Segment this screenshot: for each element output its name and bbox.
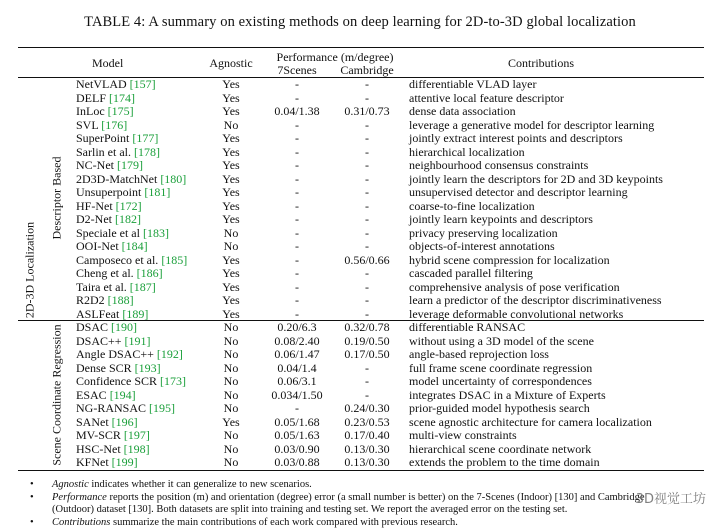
7scenes-cell: - — [295, 171, 299, 186]
cambridge-cell: - — [365, 374, 369, 388]
header-performance: Performance (m/degree) — [276, 50, 394, 64]
top-rule — [18, 47, 704, 48]
table-row — [0, 362, 720, 376]
cambridge-cell: - — [365, 212, 369, 226]
agnostic-cell: Yes — [222, 158, 240, 172]
model-name — [76, 240, 148, 254]
table-notes — [30, 479, 710, 529]
7scenes-cell: - — [295, 77, 299, 91]
watermark: 3D视觉工坊 — [635, 492, 706, 507]
model-name — [76, 92, 135, 106]
citation-link[interactable]: [157] — [129, 77, 156, 91]
agnostic-cell: No — [223, 374, 239, 388]
citation-link[interactable]: [198] — [123, 441, 150, 456]
model-label: Unsuperpoint — [76, 185, 142, 199]
citation-link[interactable]: [185] — [161, 252, 188, 267]
model-name — [76, 173, 186, 187]
7scenes-cell: - — [295, 185, 299, 199]
model-name — [76, 348, 183, 362]
model-name — [76, 362, 161, 376]
model-name — [76, 78, 156, 92]
note-text: indicates whether it can generalize to new scenarios. — [88, 479, 312, 490]
cambridge-cell: - — [365, 306, 369, 321]
contribution-cell: model uncertainty of correspondences — [409, 374, 592, 388]
model-name — [76, 281, 156, 295]
agnostic-cell: Yes — [222, 131, 240, 145]
cambridge-cell: - — [365, 387, 369, 402]
7scenes-cell: 0.04/1.38 — [274, 104, 320, 118]
model-name — [76, 159, 143, 173]
citation-link[interactable]: [183] — [142, 225, 169, 240]
cambridge-cell: - — [365, 77, 369, 91]
7scenes-cell: 0.034/1.50 — [271, 387, 323, 402]
7scenes-cell: - — [295, 144, 299, 159]
contribution-cell: prior-guided model hypothesis search — [409, 401, 590, 415]
citation-link[interactable]: [187] — [129, 279, 156, 294]
model-label: Sarlin et al. — [76, 144, 131, 159]
agnostic-cell: Yes — [222, 306, 240, 321]
citation-link[interactable]: [182] — [115, 212, 141, 226]
model-label: SuperPoint — [76, 131, 130, 145]
7scenes-cell: - — [295, 306, 299, 321]
contribution-cell: dense data association — [409, 104, 516, 118]
7scenes-cell: - — [295, 158, 299, 172]
7scenes-cell: - — [295, 239, 299, 253]
7scenes-cell: 0.03/0.88 — [274, 455, 320, 469]
cambridge-cell: 0.17/0.40 — [344, 428, 390, 442]
cambridge-cell: 0.17/0.50 — [344, 347, 390, 361]
contribution-cell: coarse-to-fine localization — [409, 198, 535, 213]
cambridge-cell: - — [365, 117, 369, 132]
contribution-cell: without using a 3D model of the scene — [409, 333, 594, 348]
citation-link[interactable]: [194] — [109, 387, 136, 402]
contribution-cell: hybrid scene compression for localization — [409, 252, 610, 267]
bullet-icon: • — [30, 479, 34, 490]
model-name — [76, 456, 138, 470]
contribution-cell: jointly learn the descriptors for 2D and 3D keypoints — [409, 171, 663, 186]
model-label: NG-RANSAC — [76, 401, 147, 415]
agnostic-cell: No — [223, 387, 239, 402]
model-label: Speciale et al — [76, 225, 140, 240]
table-row — [0, 443, 720, 457]
table-row — [0, 456, 720, 470]
cambridge-cell: 0.23/0.53 — [344, 414, 390, 429]
note-term: Performance — [52, 491, 107, 503]
citation-link[interactable]: [190] — [111, 320, 138, 334]
group-label-2d3d: 2D-3D Localization — [22, 221, 37, 319]
citation-link[interactable]: [197] — [123, 428, 150, 442]
contribution-cell: multi-view constraints — [409, 428, 517, 442]
table-row — [0, 186, 720, 200]
model-label: R2D2 — [76, 293, 105, 307]
agnostic-cell: Yes — [222, 252, 240, 267]
bottom-rule — [18, 470, 704, 471]
7scenes-cell: - — [295, 212, 299, 226]
model-label: Cheng et al. — [76, 266, 134, 280]
agnostic-cell: Yes — [222, 293, 240, 307]
header-7scenes: 7Scenes — [277, 63, 317, 77]
agnostic-cell: Yes — [222, 279, 240, 294]
table-row — [0, 132, 720, 146]
table-row — [0, 294, 720, 308]
7scenes-cell: - — [295, 293, 299, 307]
model-label: NC-Net — [76, 158, 114, 172]
table-caption: TABLE 4: A summary on existing methods on deep learning for 2D-to-3D global localization — [84, 14, 636, 30]
model-label: Angle DSAC++ — [76, 347, 154, 361]
note-item — [30, 504, 710, 517]
contribution-cell: privacy preserving localization — [409, 225, 558, 240]
cambridge-cell: 0.13/0.30 — [344, 455, 390, 469]
7scenes-cell: 0.20/6.3 — [277, 320, 317, 334]
table-row — [0, 416, 720, 430]
model-name — [76, 105, 134, 119]
model-label: SVL — [76, 117, 99, 132]
model-label: D2-Net — [76, 212, 112, 226]
model-label: InLoc — [76, 104, 105, 118]
table-row — [0, 227, 720, 241]
model-name — [76, 267, 163, 281]
7scenes-cell: - — [295, 266, 299, 280]
model-name — [76, 335, 151, 349]
table-row — [0, 92, 720, 106]
7scenes-cell: - — [295, 117, 299, 132]
note-text: reports the position (m) and orientation (degree) error (a small number is better) on the 7-Scenes (Indoor) [130] and Cambridge — [106, 491, 645, 503]
citation-link[interactable]: [191] — [124, 333, 151, 348]
model-name — [76, 429, 150, 443]
group-label-regression: Scene Coordinate Regression — [49, 324, 64, 466]
contribution-cell: leverage deformable convolutional networks — [409, 306, 624, 321]
contribution-cell: hierarchical scene coordinate network — [409, 441, 592, 456]
contribution-cell: neighbourhood consensus constraints — [409, 158, 589, 172]
agnostic-cell: No — [223, 347, 239, 361]
7scenes-cell: 0.04/1.4 — [277, 360, 317, 375]
cambridge-cell: - — [365, 239, 369, 253]
citation-link[interactable]: [178] — [133, 144, 160, 159]
agnostic-cell: Yes — [222, 185, 240, 199]
citation-link[interactable]: [173] — [160, 374, 186, 388]
model-name — [76, 254, 187, 268]
table-row — [0, 389, 720, 403]
model-name — [76, 375, 186, 389]
citation-link[interactable]: [181] — [144, 185, 171, 199]
agnostic-cell: No — [223, 428, 239, 442]
model-label: 2D3D-MatchNet — [76, 171, 158, 186]
7scenes-cell: - — [295, 279, 299, 294]
cambridge-cell: - — [365, 185, 369, 199]
agnostic-cell: No — [223, 401, 239, 415]
note-term: Contributions — [52, 516, 111, 528]
table-row — [0, 267, 720, 281]
7scenes-cell: 0.05/1.68 — [274, 414, 320, 429]
citation-link[interactable]: [192] — [156, 347, 183, 361]
contribution-cell: differentiable RANSAC — [409, 320, 526, 334]
cambridge-cell: 0.13/0.30 — [344, 441, 390, 456]
model-name — [76, 200, 142, 214]
contribution-cell: jointly extract interest points and descriptors — [409, 131, 623, 145]
header-contributions: Contributions — [508, 56, 575, 70]
note-item — [30, 479, 710, 492]
bullet-icon: • — [30, 516, 34, 528]
7scenes-cell: 0.06/3.1 — [277, 374, 317, 388]
model-label: Camposeco et al. — [76, 252, 159, 267]
citation-link[interactable]: [175] — [107, 104, 134, 118]
header-cambridge: Cambridge — [340, 63, 394, 77]
note-term: Agnostic — [52, 479, 89, 490]
model-name — [76, 294, 134, 308]
table-row — [0, 281, 720, 295]
citation-link[interactable]: [172] — [115, 198, 142, 213]
cambridge-cell: - — [365, 360, 369, 375]
agnostic-cell: No — [223, 117, 239, 132]
model-label: ESAC — [76, 387, 107, 402]
citation-link[interactable]: [196] — [111, 414, 138, 429]
citation-link[interactable]: [177] — [132, 131, 159, 145]
model-name — [76, 146, 160, 160]
contribution-cell: cascaded parallel filtering — [409, 266, 533, 280]
agnostic-cell: No — [223, 441, 239, 456]
citation-link[interactable]: [193] — [134, 360, 161, 375]
note-text: (Outdoor) dataset [130]. Both datasets are split into training and testing set. We report the averaged error on the testing set. — [52, 504, 568, 516]
table-row — [0, 375, 720, 389]
model-label: Confidence SCR — [76, 374, 157, 388]
table-row — [0, 308, 720, 322]
contribution-cell: differentiable VLAD layer — [409, 77, 537, 91]
cambridge-cell: - — [365, 225, 369, 240]
agnostic-cell: Yes — [222, 212, 240, 226]
model-name — [76, 227, 169, 241]
7scenes-cell: - — [295, 198, 299, 213]
agnostic-cell: No — [223, 333, 239, 348]
model-label: Taira et al. — [76, 279, 127, 294]
cambridge-cell: - — [365, 131, 369, 145]
table-row — [0, 105, 720, 119]
citation-link[interactable]: [189] — [122, 306, 149, 321]
table-row — [0, 78, 720, 92]
cambridge-cell: - — [365, 171, 369, 186]
contribution-cell: extends the problem to the time domain — [409, 455, 600, 469]
citation-link[interactable]: [174] — [109, 90, 135, 105]
cambridge-cell: 0.32/0.78 — [344, 320, 390, 334]
agnostic-cell: Yes — [222, 104, 240, 118]
contribution-cell: leverage a generative model for descriptor learning — [409, 117, 655, 132]
agnostic-cell: Yes — [222, 77, 240, 91]
model-name — [76, 416, 138, 430]
table-row — [0, 335, 720, 349]
model-name — [76, 119, 127, 133]
agnostic-cell: Yes — [222, 266, 240, 280]
cambridge-cell: 0.19/0.50 — [344, 333, 390, 348]
model-name — [76, 443, 150, 457]
citation-link[interactable]: [176] — [101, 117, 128, 132]
contribution-cell: unsupervised detector and descriptor learning — [409, 185, 628, 199]
citation-link[interactable]: [184] — [121, 239, 148, 253]
model-label: DSAC++ — [76, 333, 122, 348]
model-label: HF-Net — [76, 198, 113, 213]
agnostic-cell: No — [223, 225, 239, 240]
model-label: HSC-Net — [76, 441, 121, 456]
cambridge-cell: - — [365, 293, 369, 307]
cambridge-cell: 0.24/0.30 — [344, 401, 390, 415]
contribution-cell: attentive local feature descriptor — [409, 90, 564, 105]
model-label: DELF — [76, 90, 106, 105]
table-row — [0, 119, 720, 133]
7scenes-cell: - — [295, 225, 299, 240]
table-row — [0, 402, 720, 416]
table-row — [0, 200, 720, 214]
citation-link[interactable]: [188] — [107, 293, 134, 307]
agnostic-cell: No — [223, 455, 239, 469]
note-item — [30, 517, 710, 530]
model-name — [76, 308, 148, 322]
model-name — [76, 186, 170, 200]
7scenes-cell: - — [295, 401, 299, 415]
cambridge-cell: - — [365, 90, 369, 105]
7scenes-cell: - — [295, 90, 299, 105]
cambridge-cell: - — [365, 144, 369, 159]
contribution-cell: hierarchical localization — [409, 144, 525, 159]
note-item — [30, 492, 710, 505]
contribution-cell: scene agnostic architecture for camera localization — [409, 414, 652, 429]
citation-link[interactable]: [180] — [160, 171, 187, 186]
cambridge-cell: - — [365, 279, 369, 294]
table-row — [0, 159, 720, 173]
note-text: summarize the main contributions of each work compared with previous research. — [110, 516, 458, 528]
header-model: Model — [92, 56, 124, 70]
agnostic-cell: No — [223, 239, 239, 253]
cambridge-cell: 0.56/0.66 — [344, 252, 390, 267]
group-label-descriptor: Descriptor Based — [49, 156, 64, 240]
contribution-cell: angle-based reprojection loss — [409, 347, 549, 361]
agnostic-cell: Yes — [222, 90, 240, 105]
cambridge-cell: - — [365, 266, 369, 280]
cambridge-cell: - — [365, 158, 369, 172]
model-name — [76, 321, 137, 335]
table-row — [0, 173, 720, 187]
table-row — [0, 213, 720, 227]
agnostic-cell: Yes — [222, 198, 240, 213]
model-label: KFNet — [76, 455, 109, 469]
model-label: MV-SCR — [76, 428, 121, 442]
cambridge-cell: 0.31/0.73 — [344, 104, 390, 118]
7scenes-cell: 0.06/1.47 — [274, 347, 320, 361]
model-label: NetVLAD — [76, 77, 127, 91]
cambridge-cell: - — [365, 198, 369, 213]
7scenes-cell: 0.05/1.63 — [274, 428, 320, 442]
table-row — [0, 146, 720, 160]
citation-link[interactable]: [179] — [117, 158, 143, 172]
7scenes-cell: - — [295, 131, 299, 145]
model-name — [76, 389, 136, 403]
model-label: DSAC — [76, 320, 109, 334]
contribution-cell: learn a predictor of the descriptor discriminativeness — [409, 293, 662, 307]
contribution-cell: integrates DSAC in a Mixture of Experts — [409, 387, 606, 402]
agnostic-cell: Yes — [222, 144, 240, 159]
model-label: SANet — [76, 414, 109, 429]
citation-link[interactable]: [199] — [111, 455, 138, 469]
contribution-cell: comprehensive analysis of pose verification — [409, 279, 620, 294]
header-agnostic: Agnostic — [209, 56, 253, 70]
table-row — [0, 321, 720, 335]
table-row — [0, 429, 720, 443]
table-row — [0, 254, 720, 268]
table-row — [0, 240, 720, 254]
contribution-cell: objects-of-interest annotations — [409, 239, 555, 253]
model-name — [76, 132, 158, 146]
7scenes-cell: - — [295, 252, 299, 267]
model-name — [76, 402, 175, 416]
model-label: OOI-Net — [76, 239, 119, 253]
agnostic-cell: No — [223, 360, 239, 375]
7scenes-cell: 0.03/0.90 — [274, 441, 320, 456]
contribution-cell: jointly learn keypoints and descriptors — [409, 212, 593, 226]
citation-link[interactable]: [195] — [149, 401, 176, 415]
model-name — [76, 213, 141, 227]
agnostic-cell: Yes — [222, 414, 240, 429]
model-label: Dense SCR — [76, 360, 132, 375]
agnostic-cell: Yes — [222, 171, 240, 186]
table-row — [0, 348, 720, 362]
agnostic-cell: No — [223, 320, 239, 334]
contribution-cell: full frame scene coordinate regression — [409, 360, 593, 375]
model-label: ASLFeat — [76, 306, 120, 321]
7scenes-cell: 0.08/2.40 — [274, 333, 320, 348]
citation-link[interactable]: [186] — [136, 266, 163, 280]
bullet-icon: • — [30, 491, 34, 503]
